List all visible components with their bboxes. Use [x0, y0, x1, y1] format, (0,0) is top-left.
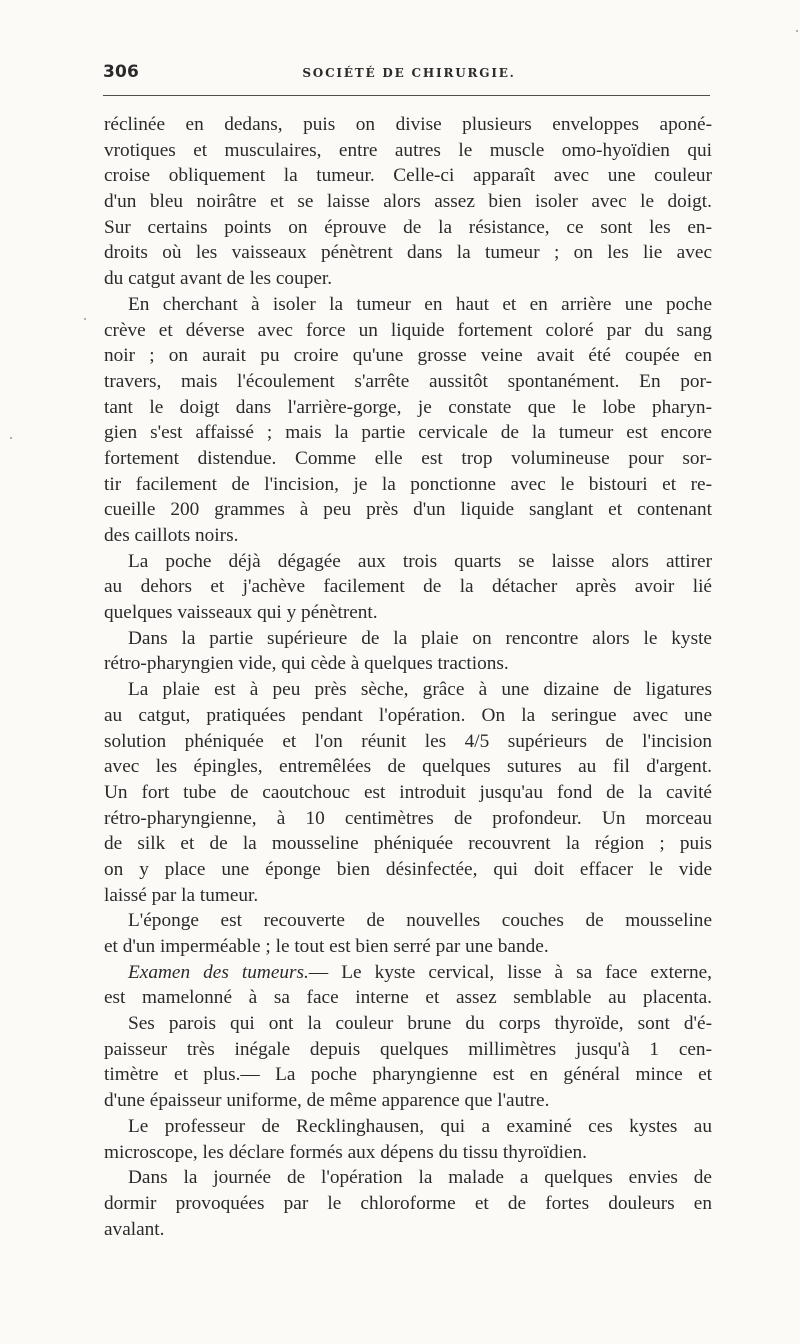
text-line: est mamelonné à sa face interne et assez semblable au placenta.	[104, 987, 712, 1009]
text-line: avalant.	[104, 1218, 165, 1240]
section-run-in-heading: Examen des tumeurs.	[128, 961, 309, 983]
text-line: travers, mais l'écoulement s'arrête aussitôt spontanément. En por-	[104, 370, 712, 392]
text-line: vrotiques et musculaires, entre autres le muscle omo-hyoïdien qui	[104, 139, 712, 161]
text-line: d'un bleu noirâtre et se laisse alors assez bien isoler avec le doigt.	[104, 191, 712, 213]
text-line: laissé par la tumeur.	[104, 884, 259, 906]
text-line: au dehors et j'achève facilement de la détacher après avoir lié	[104, 576, 712, 598]
text-line: d'une épaisseur uniforme, de même apparence que l'autre.	[104, 1090, 550, 1112]
text-line: rétro-pharyngien vide, qui cède à quelques tractions.	[104, 653, 509, 675]
text-line: rétro-pharyngienne, à 10 centimètres de profondeur. Un morceau	[104, 807, 712, 829]
text-line: timètre et plus.— La poche pharyngienne est en général mince et	[104, 1064, 712, 1086]
text-line: noir ; on aurait pu croire qu'une grosse veine avait été coupée en	[104, 345, 712, 367]
text-line: L'éponge est recouverte de nouvelles couches de mousseline	[128, 910, 712, 932]
paper-speck	[796, 30, 798, 32]
text-line: tant le doigt dans l'arrière-gorge, je constate que le lobe pharyn-	[104, 396, 712, 418]
paper-speck	[10, 437, 12, 439]
text-line: Un fort tube de caoutchouc est introduit jusqu'au fond de la cavité	[104, 781, 712, 803]
text-line: Ses parois qui ont la couleur brune du corps thyroïde, sont d'é-	[128, 1013, 712, 1035]
text-line: réclinée en dedans, puis on divise plusieurs enveloppes aponé-	[104, 114, 712, 135]
text-line: Examen des tumeurs.— Le kyste cervical, lisse à sa face externe,	[128, 961, 712, 983]
text-line: La poche déjà dégagée aux trois quarts se laisse alors attirer	[128, 550, 712, 572]
text-line: gien s'est affaissé ; mais la partie cervicale de la tumeur est encore	[104, 422, 712, 444]
text-line: et d'un imperméable ; le tout est bien serré par une bande.	[104, 936, 549, 957]
text-line: La plaie est à peu près sèche, grâce à une dizaine de ligatures	[128, 679, 712, 701]
text-line: microscope, les déclare formés aux dépens du tissu thyroïdien.	[104, 1141, 587, 1163]
text-line: Dans la partie supérieure de la plaie on rencontre alors le kyste	[128, 627, 712, 649]
text-line: fortement distendue. Comme elle est trop volumineuse pour sor-	[104, 447, 712, 469]
text-line: dormir provoquées par le chloroforme et de fortes douleurs en	[104, 1192, 712, 1214]
text-line: on y place une éponge bien désinfectée, qui doit effacer le vide	[104, 858, 712, 880]
header-rule	[103, 95, 710, 96]
text-line: avec les épingles, entremêlées de quelques sutures au fil d'argent.	[104, 756, 712, 778]
text-line: au catgut, pratiquées pendant l'opération. On la seringue avec une	[104, 704, 712, 726]
running-title: SOCIÉTÉ DE CHIRURGIE.	[302, 66, 516, 80]
text-line: de silk et de la mousseline phéniquée recouvrent la région ; puis	[104, 833, 712, 855]
text-line: croise obliquement la tumeur. Celle-ci apparaît avec une couleur	[104, 165, 712, 187]
text-line: solution phéniquée et l'on réunit les 4/5 supérieurs de l'incision	[104, 730, 712, 752]
text-line: Sur certains points on éprouve de la résistance, ce sont les en-	[104, 216, 712, 238]
page-header	[103, 62, 715, 86]
body-text	[104, 112, 712, 1242]
text-line: droits où les vaisseaux pénètrent dans la tumeur ; on les lie avec	[104, 242, 712, 264]
text-line: En cherchant à isoler la tumeur en haut et en arrière une poche	[128, 293, 712, 315]
text-line: paisseur très inégale depuis quelques millimètres jusqu'à 1 cen-	[104, 1038, 712, 1060]
text-line: tir facilement de l'incision, je la ponctionne avec le bistouri et re-	[104, 473, 712, 495]
text-line: des caillots noirs.	[104, 525, 239, 546]
text-line: cueille 200 grammes à peu près d'un liquide sanglant et contenant	[104, 499, 712, 521]
text-line: Dans la journée de l'opération la malade a quelques envies de	[128, 1167, 712, 1189]
paper-speck	[84, 318, 86, 320]
page-number: 306	[103, 62, 140, 82]
text-line: du catgut avant de les couper.	[104, 268, 333, 290]
text-line: crève et déverse avec force un liquide fortement coloré par du sang	[104, 319, 712, 341]
text-line: Le professeur de Recklinghausen, qui a examiné ces kystes au	[128, 1115, 712, 1137]
text-line: quelques vaisseaux qui y pénètrent.	[104, 602, 378, 624]
